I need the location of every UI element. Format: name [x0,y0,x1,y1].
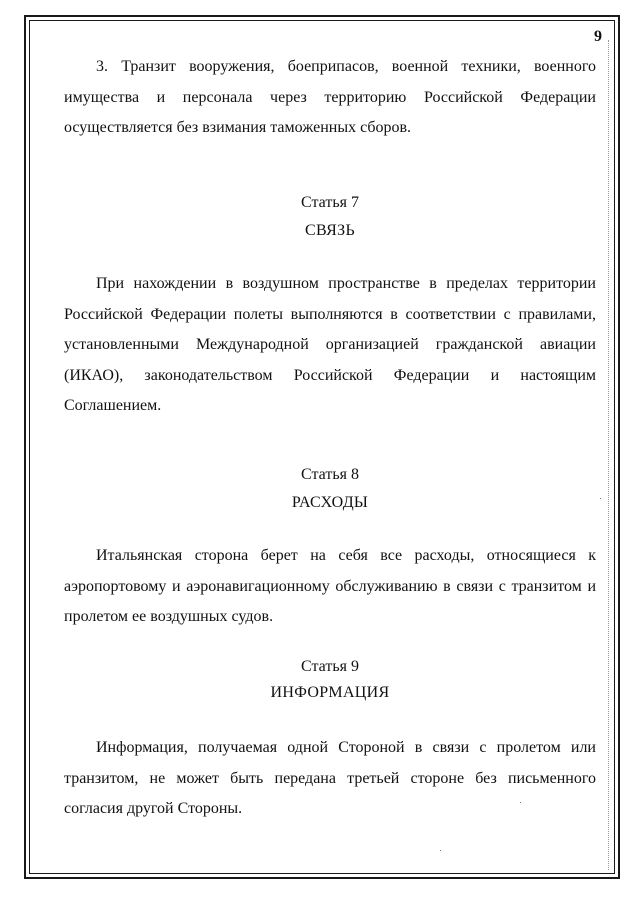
clause-3-paragraph: 3. Транзит вооружения, боеприпасов, военной техники, военного имущества и персонала через территорию Российской Федерации осуществляется без взимания таможенных сборов. [64,58,596,136]
article-8-paragraph: Итальянская сторона берет на себя все расходы, относящиеся к аэропортовому и аэронавигационному обслуживанию в связи с транзитом и пролетом ее воздушных судов. [64,547,596,625]
article-7-paragraph: При нахождении в воздушном пространстве в пределах территории Российской Федерации полеты выполняются в соответствии с правилами, установленными Международной организацией гражданской авиации (ИКАО), законодательством Российской Федерации и настоящим Соглашением. [64,275,596,414]
article-9-paragraph: Информация, получаемая одной Стороной в связи с пролетом или транзитом, не может быть передана третьей стороне без письменного согласия другой Стороны. [64,739,596,817]
page-number: 9 [594,28,602,45]
article-7-number: Статья 7 [301,194,359,211]
page-border-shadow [608,40,609,870]
article-9-number: Статья 9 [301,658,359,675]
article-8-title: РАСХОДЫ [291,494,369,511]
article-7-title: СВЯЗЬ [305,222,355,239]
scan-speck [600,498,601,499]
article-8-number: Статья 8 [301,466,359,483]
article-9-title: ИНФОРМАЦИЯ [270,684,390,701]
scan-speck [440,850,441,851]
scan-speck [520,802,521,803]
